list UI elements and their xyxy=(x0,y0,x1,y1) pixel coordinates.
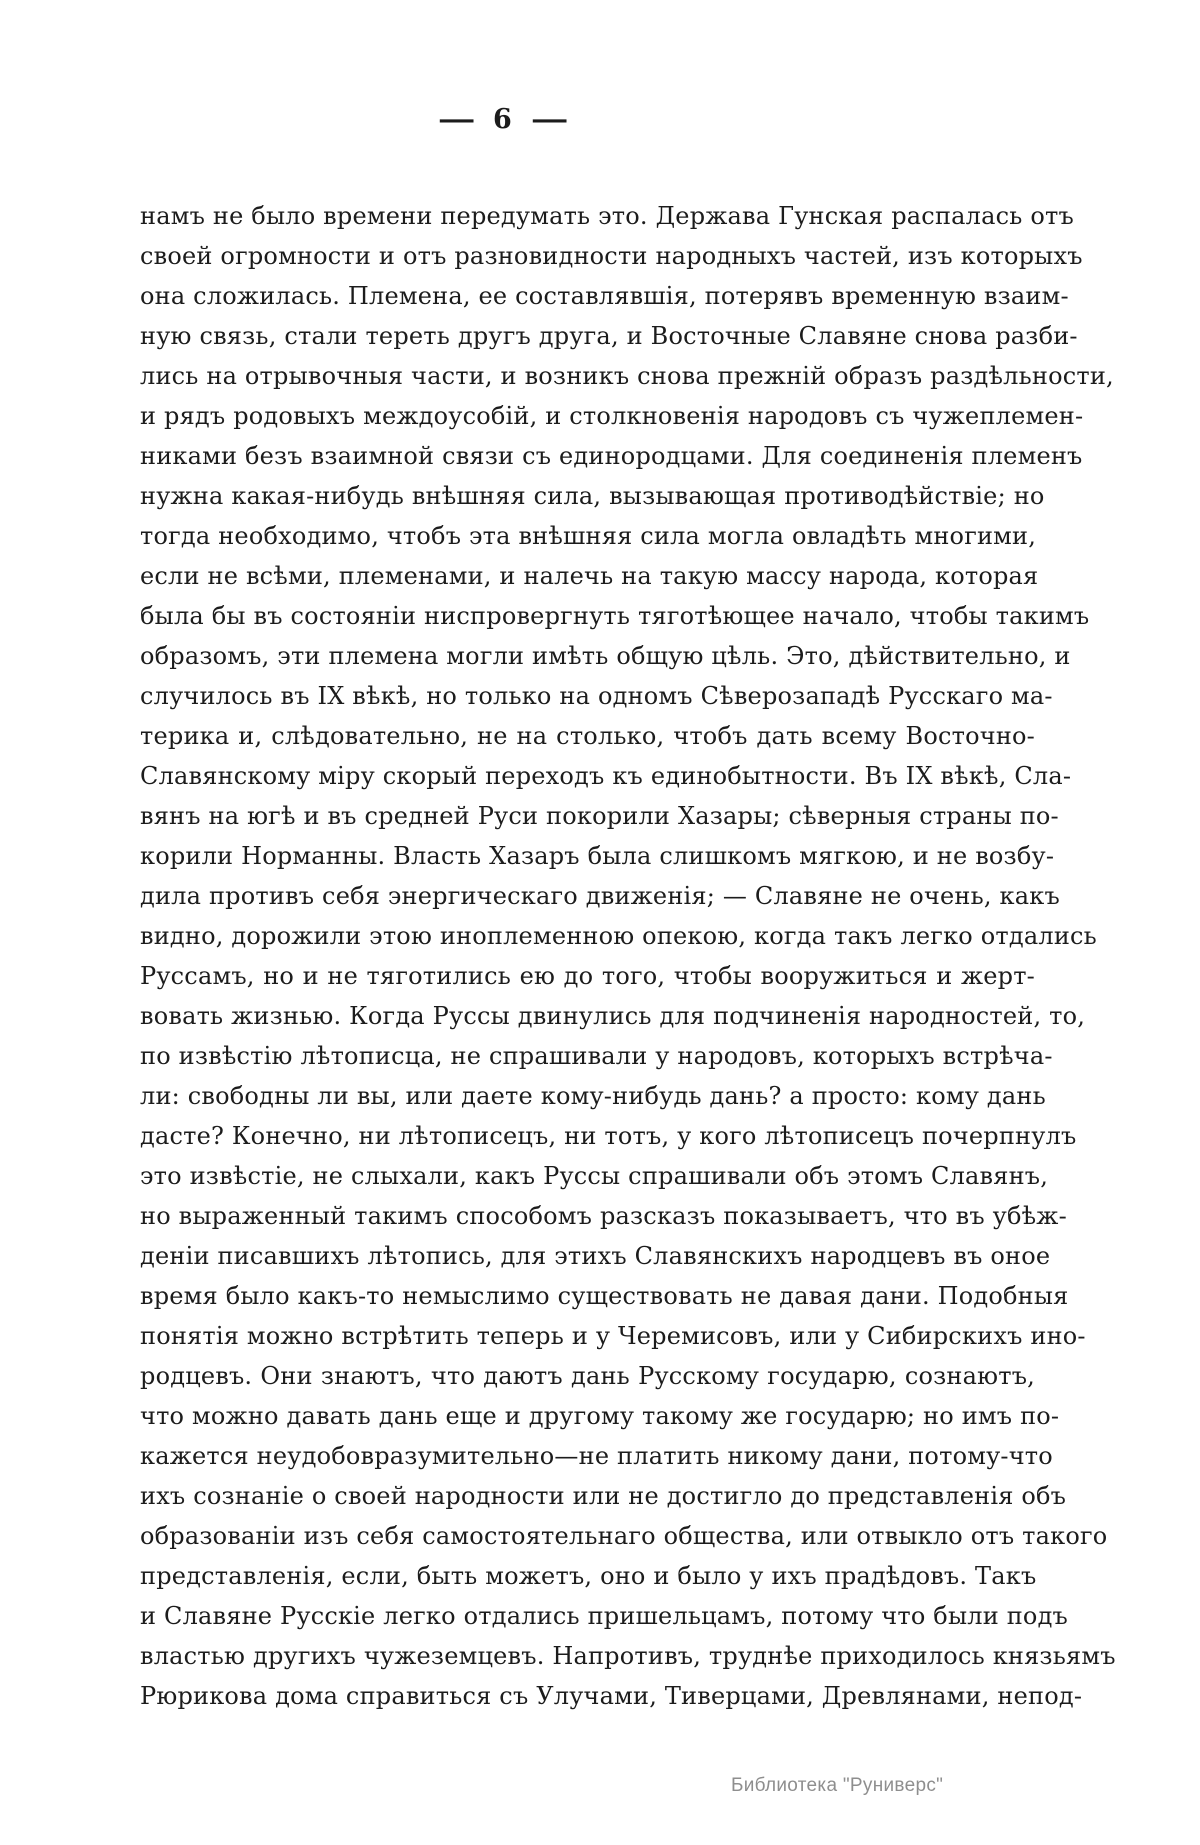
text-line: по извѣстію лѣтописца, не спрашивали у народовъ, которыхъ встрѣча- xyxy=(140,1042,1053,1070)
text-line: понятія можно встрѣтить теперь и у Черемисовъ, или у Сибирскихъ ино- xyxy=(140,1322,1086,1350)
text-line: дасте? Конечно, ни лѣтописецъ, ни тотъ, у кого лѣтописецъ почерпнулъ xyxy=(140,1122,1077,1150)
text-line: вовать жизнью. Когда Руссы двинулись для подчиненія народностей, то, xyxy=(140,1002,1086,1030)
text-line: родцевъ. Они знаютъ, что даютъ дань Русскому государю, сознаютъ, xyxy=(140,1362,1035,1390)
text-line: намъ не было времени передумать это. Держава Гунская распалась отъ xyxy=(140,202,1074,230)
text-line: своей огромности и отъ разновидности народныхъ частей, изъ которыхъ xyxy=(140,242,1083,270)
text-line: деніи писавшихъ лѣтопись, для этихъ Славянскихъ народцевъ въ оное xyxy=(140,1242,1051,1270)
text-line: была бы въ состояніи ниспровергнуть тяготѣющее начало, чтобы такимъ xyxy=(140,602,1090,630)
text-line: это извѣстіе, не слыхали, какъ Руссы спрашивали объ этомъ Славянъ, xyxy=(140,1162,1049,1190)
text-line: тогда необходимо, чтобъ эта внѣшняя сила могла овладѣть многими, xyxy=(140,522,1037,550)
text-line: кажется неудобовразумительно—не платить никому дани, потому-что xyxy=(140,1442,1053,1470)
text-line: никами безъ взаимной связи съ единородцами. Для соединенія племенъ xyxy=(140,442,1083,470)
text-line: видно, дорожили этою иноплеменною опекою, когда такъ легко отдались xyxy=(140,922,1097,950)
text-line: но выраженный такимъ способомъ разсказъ показываетъ, что въ убѣж- xyxy=(140,1202,1067,1230)
page-number xyxy=(437,104,567,135)
text-line: властью другихъ чужеземцевъ. Напротивъ, труднѣе приходилось князьямъ xyxy=(140,1642,1116,1670)
text-line: время было какъ-то немыслимо существовать не давая дани. Подобныя xyxy=(140,1282,1069,1310)
text-line: представленія, если, быть можетъ, оно и было у ихъ прадѣдовъ. Такъ xyxy=(140,1562,1037,1590)
text-line: и рядъ родовыхъ междоусобій, и столкновенія народовъ съ чужеплемен- xyxy=(140,402,1084,430)
text-line: ихъ сознаніе о своей народности или не достигло до представленія объ xyxy=(140,1482,1067,1510)
text-line: лись на отрывочныя части, и возникъ снова прежній образъ раздѣльности, xyxy=(140,362,1114,390)
text-line: дила противъ себя энергическаго движенія; — Славяне не очень, какъ xyxy=(140,882,1060,910)
text-line: образомъ, эти племена могли имѣть общую цѣль. Это, дѣйствительно, и xyxy=(140,642,1071,670)
text-line: если не всѣми, племенами, и налечь на такую массу народа, которая xyxy=(140,562,1039,590)
text-line: Славянскому міру скорый переходъ къ единобытности. Въ IX вѣкѣ, Сла- xyxy=(140,762,1072,790)
body-text xyxy=(140,196,1116,1716)
header-right-dash: — xyxy=(530,104,567,135)
header-left-dash: — xyxy=(437,104,475,135)
text-line: терика и, слѣдовательно, не на столько, чтобъ дать всему Восточно- xyxy=(140,722,1035,750)
text-line: ную связь, стали тереть другъ друга, и Восточные Славяне снова разби- xyxy=(140,322,1078,350)
text-line: что можно давать дань еще и другому такому же государю; но имъ по- xyxy=(140,1402,1060,1430)
text-line: Руссамъ, но и не тяготились ею до того, чтобы вооружиться и жерт- xyxy=(140,962,1035,990)
text-line: корили Норманны. Власть Хазаръ была слишкомъ мягкою, и не возбу- xyxy=(140,842,1055,870)
text-line: Рюрикова дома справиться съ Улучами, Тиверцами, Древлянами, непод- xyxy=(140,1682,1083,1710)
text-line: случилось въ IX вѣкѣ, но только на одномъ Сѣверозападѣ Русскаго ма- xyxy=(140,682,1053,710)
text-line: и Славяне Русскіе легко отдались пришельцамъ, потому что были подъ xyxy=(140,1602,1069,1630)
page-number-value: 6 xyxy=(493,104,512,135)
text-line: ли: свободны ли вы, или даете кому-нибудь дань? а просто: кому дань xyxy=(140,1082,1046,1110)
text-line: нужна какая-нибудь внѣшняя сила, вызывающая противодѣйствіе; но xyxy=(140,482,1045,510)
text-line: образованіи изъ себя самостоятельнаго общества, или отвыкло отъ такого xyxy=(140,1522,1108,1550)
text-line: она сложилась. Племена, ее составлявшія, потерявъ временную взаим- xyxy=(140,282,1069,310)
text-line: вянъ на югѣ и въ средней Руси покорили Хазары; сѣверныя страны по- xyxy=(140,802,1059,830)
watermark: Библиотека "Руниверс" xyxy=(731,1775,944,1796)
